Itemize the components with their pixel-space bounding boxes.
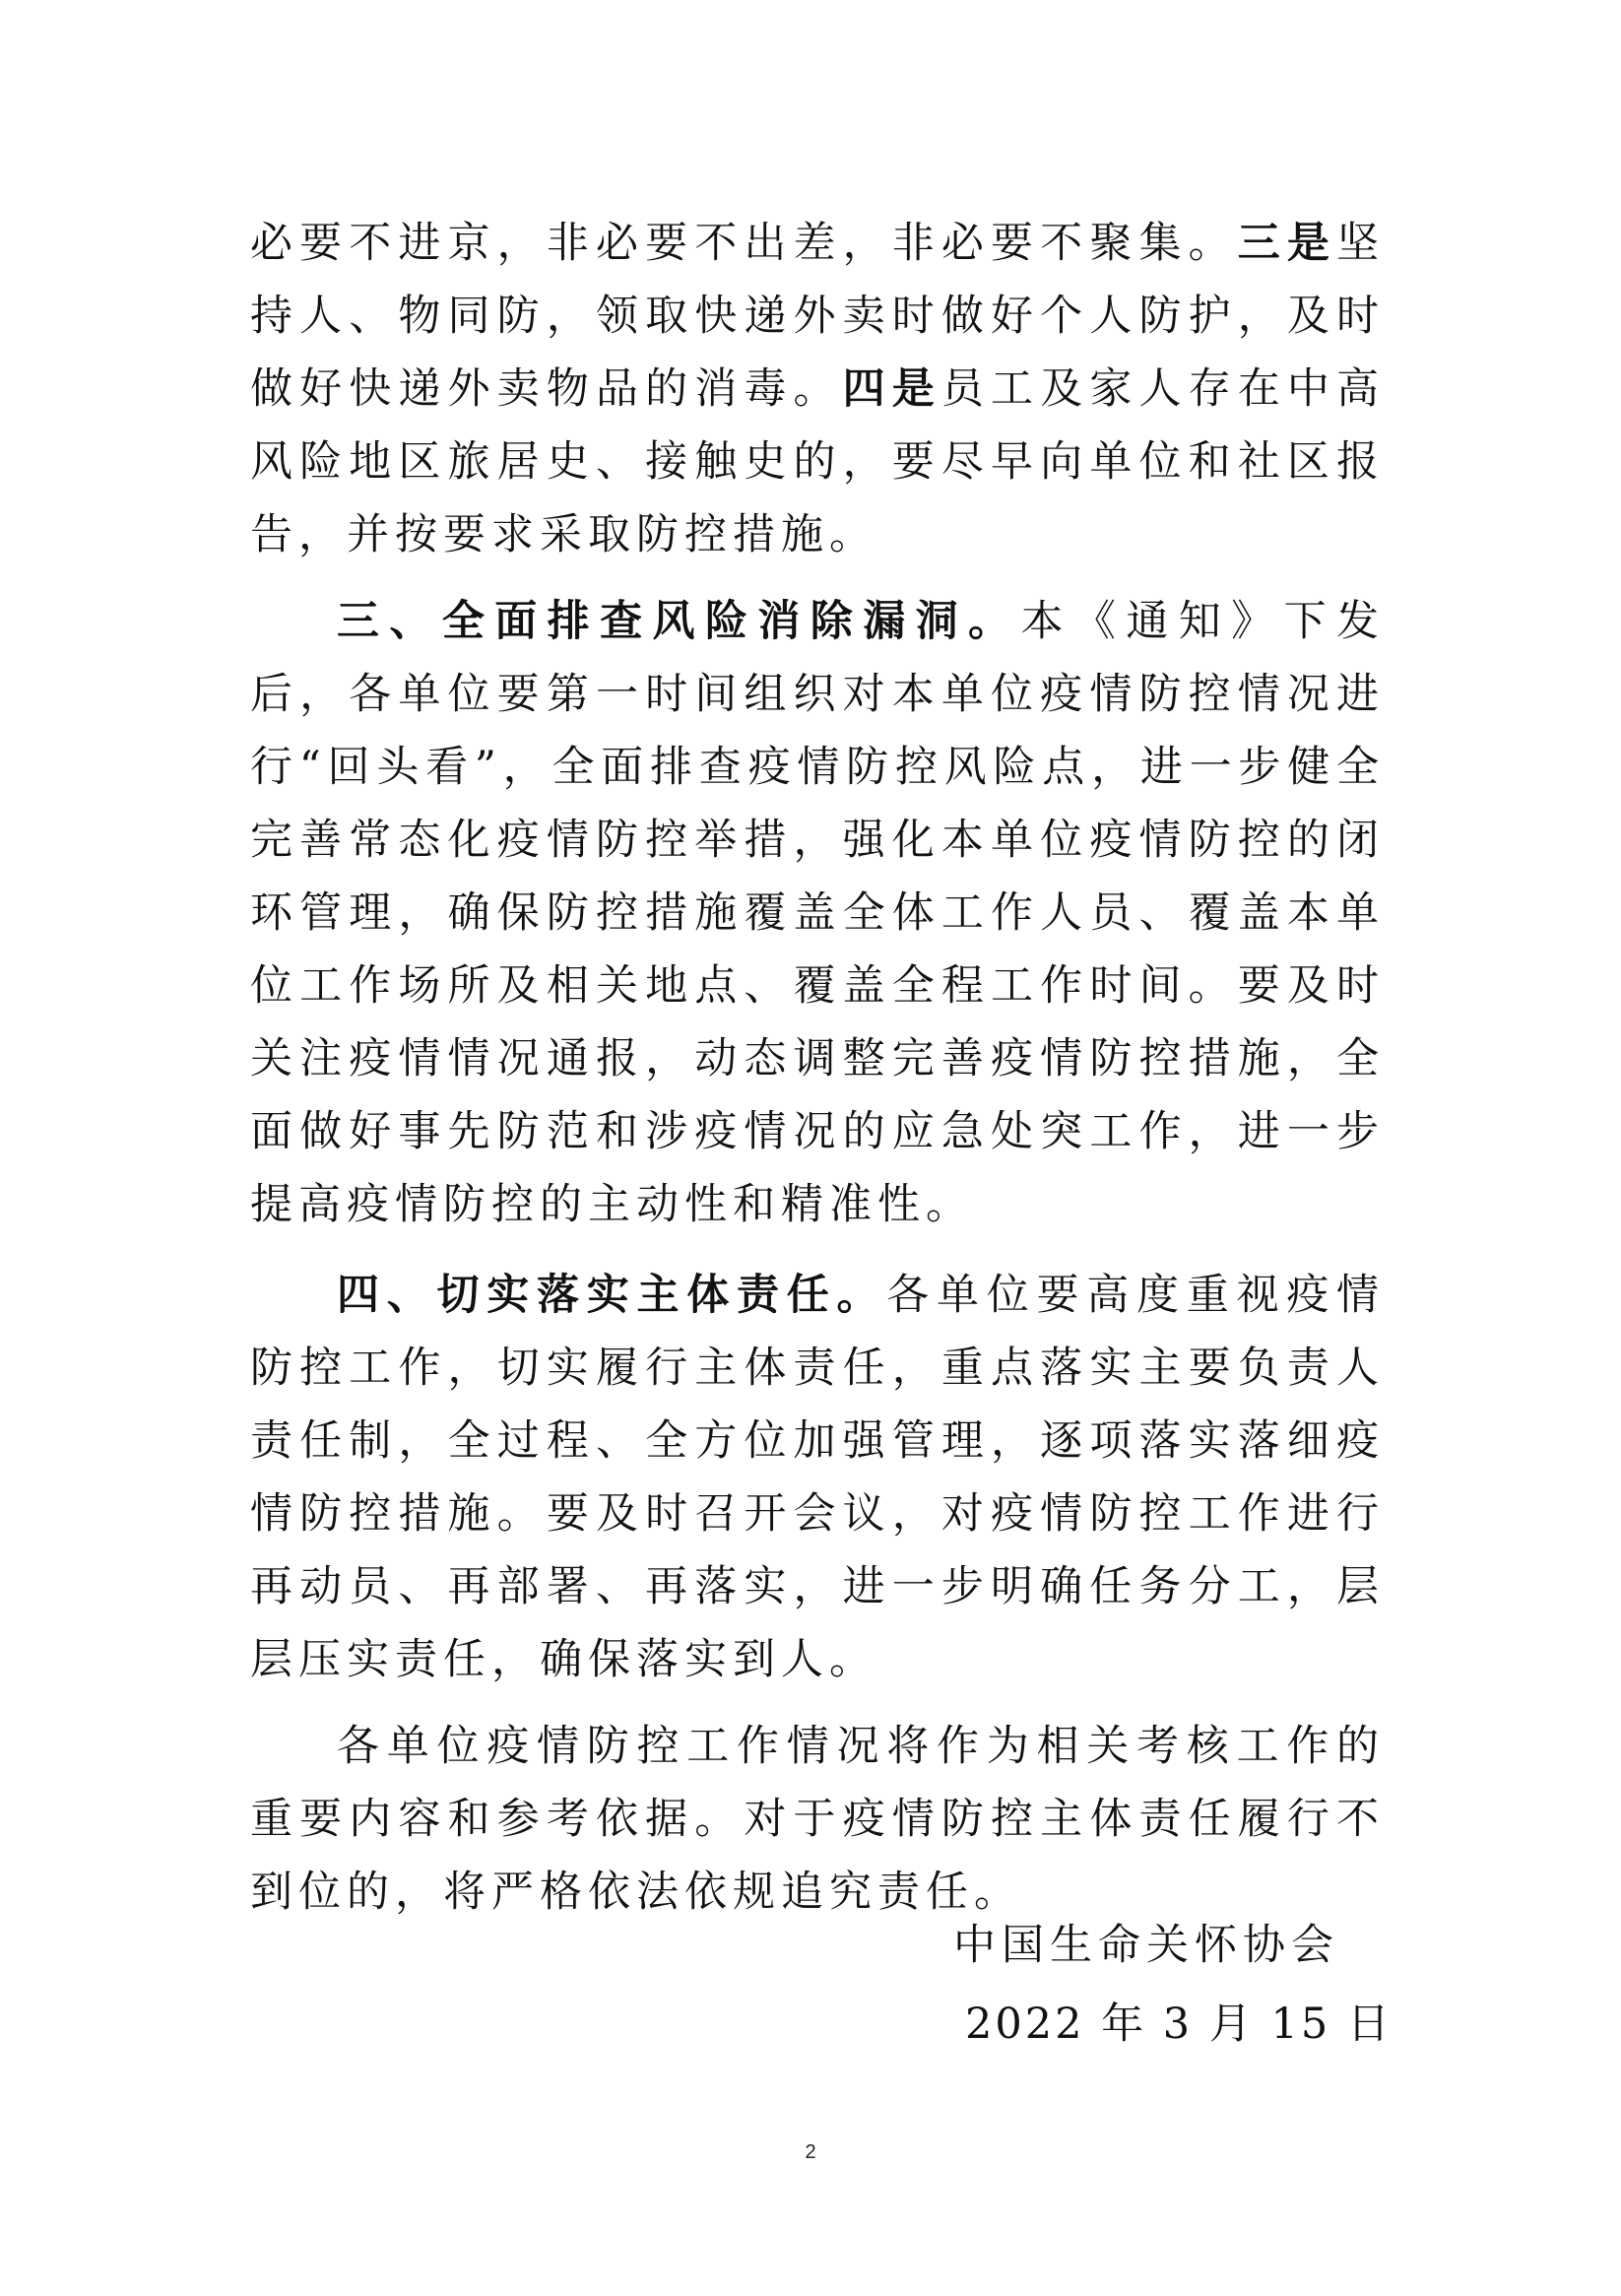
section-four-heading: 四、切实落实主体责任。 xyxy=(337,1271,887,1320)
document-body xyxy=(250,207,1385,1929)
paragraph-1-text: 员工及家人存在中高风险地区旅居史、接触史的，要尽早向单位和社区报告，并按要求采取防控措施。 xyxy=(250,364,1386,559)
paragraph-3 xyxy=(250,1259,1385,1696)
paragraph-1-text: 坚持人、物同防，领取快递外卖时做好个人防护，及时做好快递外卖物品的消毒。 xyxy=(250,219,1386,414)
paragraph-2 xyxy=(250,585,1385,1241)
paragraph-4 xyxy=(250,1710,1385,1929)
section-three-heading: 三、全面排查风险消除漏洞。 xyxy=(337,597,1021,646)
page-number: 2 xyxy=(805,2141,816,2163)
signature-organization: 中国生命关怀协会 xyxy=(953,1921,1339,1970)
paragraph-2-text: 本《通知》下发后，各单位要第一时间组织对本单位疫情防控情况进行“回头看”，全面排查疫情防控风险点，进一步健全完善常态化疫情防控举措，强化本单位疫情防控的闭环管理，确保防控措施覆盖全体工作人员、覆盖本单位工作场所及相关地点、覆盖全程工作时间。要及时关注疫情情况通报，动态调整完善疫情防控措施，全面做好事先防范和涉疫情况的应急处突工作，进一步提高疫情防控的主动性和精准性。 xyxy=(250,597,1386,1229)
paragraph-1-text: 必要不进京，非必要不出差，非必要不聚集。 xyxy=(250,219,1238,268)
paragraph-1 xyxy=(250,207,1385,571)
paragraph-3-text: 各单位要高度重视疫情防控工作，切实履行主体责任，重点落实主要负责人责任制，全过程、全方位加强管理，逐项落实落细疫情防控措施。要及时召开会议，对疫情防控工作进行再动员、再部署、再落实，进一步明确任务分工，层层压实责任，确保落实到人。 xyxy=(250,1271,1385,1684)
point-four-label: 四是 xyxy=(842,364,941,414)
signature-date: 2022 年 3 月 15 日 xyxy=(965,2000,1393,2049)
point-three-label: 三是 xyxy=(1237,219,1337,268)
paragraph-4-text: 各单位疫情防控工作情况将作为相关考核工作的重要内容和参考依据。对于疫情防控主体责任履行不到位的，将严格依法依规追究责任。 xyxy=(250,1722,1385,1917)
